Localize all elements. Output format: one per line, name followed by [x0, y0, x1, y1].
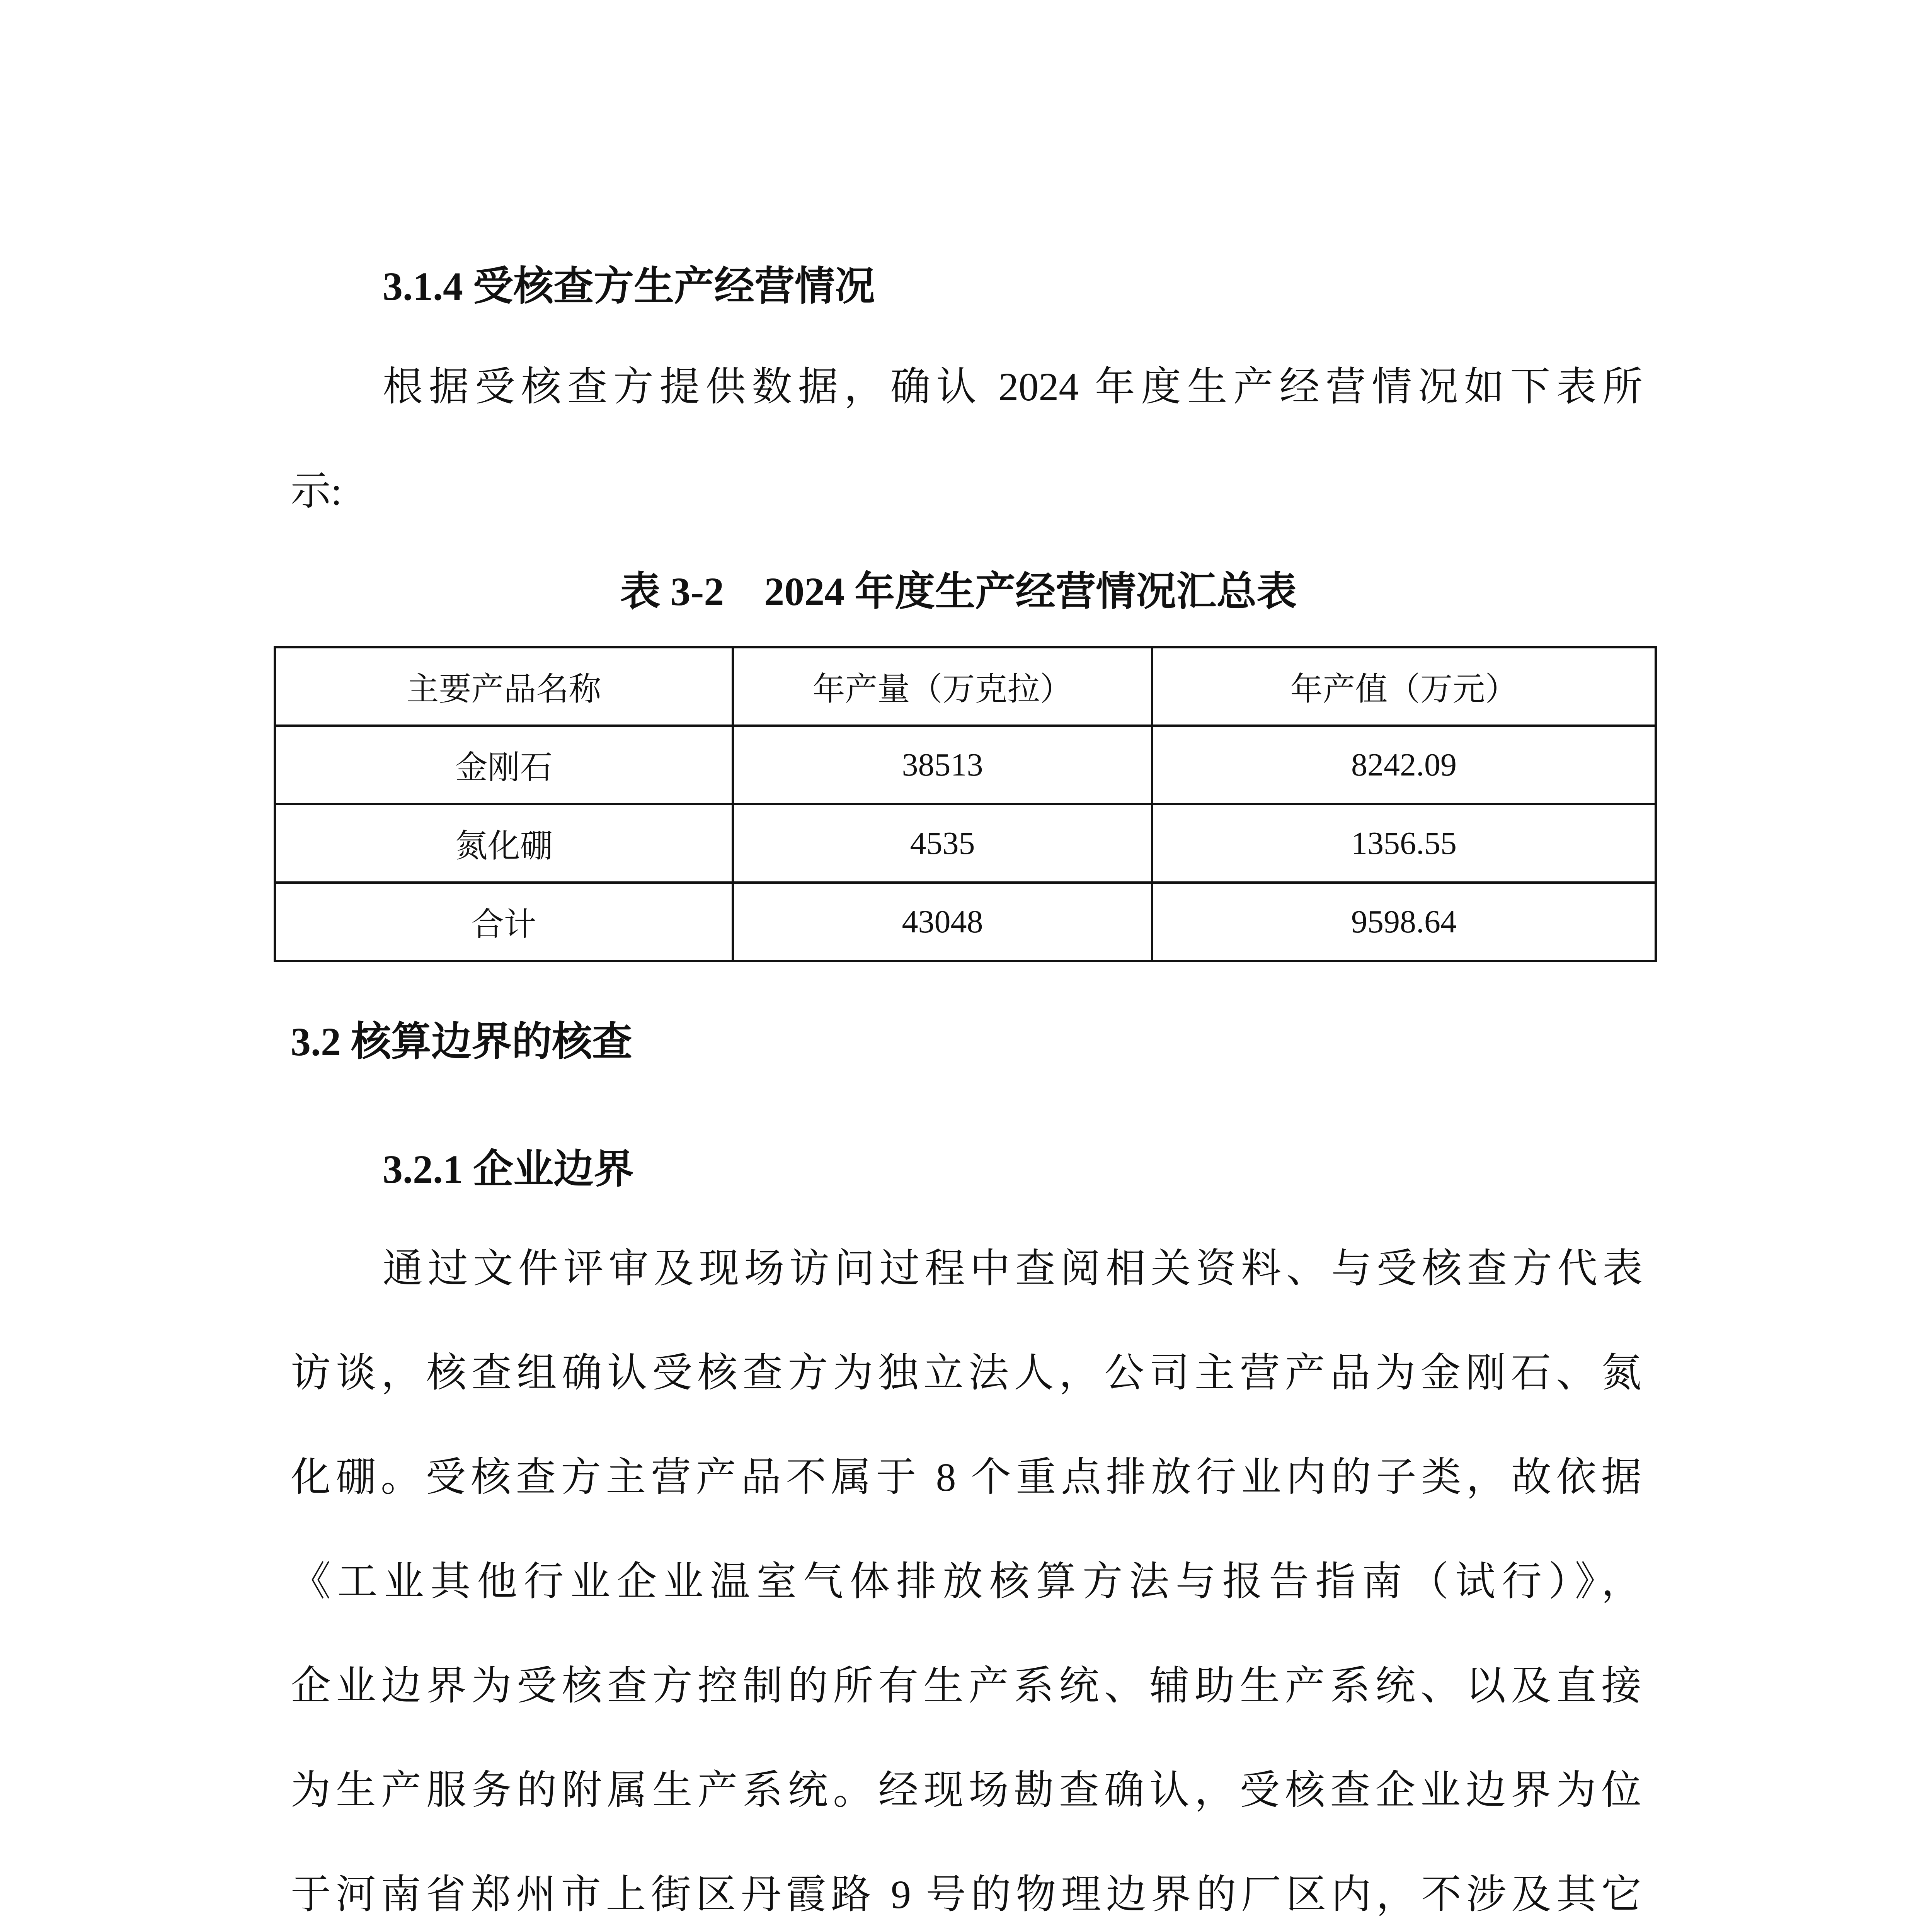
table-row: [275, 726, 1656, 804]
cell-product: 合计: [275, 883, 733, 961]
cell-output: 4535: [733, 804, 1152, 883]
section-3-2-1-heading: 3.2.1 企业边界: [383, 1147, 634, 1192]
paragraph1-line-6: 为生产服务的附属生产系统。经现场勘查确认，受核查企业边界为位: [291, 1768, 1641, 1813]
cell-output: 38513: [733, 726, 1152, 804]
paragraph1-line-1: 通过文件评审及现场访问过程中查阅相关资料、与受核查方代表: [383, 1247, 1643, 1291]
paragraph1-line-3: 化硼。受核查方主营产品不属于 8 个重点排放行业内的子类，故依据: [291, 1455, 1641, 1500]
cell-product: 氮化硼: [275, 804, 733, 883]
intro-line-2: 示:: [291, 469, 342, 514]
paragraph1-line-4: 《工业其他行业企业温室气体排放核算方法与报告指南（试行）》，: [291, 1560, 1641, 1604]
cell-value: 8242.09: [1152, 726, 1656, 804]
cell-value: 1356.55: [1152, 804, 1656, 883]
section-3-1-4-heading: 3.1.4 受核查方生产经营情况: [383, 264, 875, 309]
table-header-row: [275, 647, 1656, 726]
paragraph1-line-7: 于河南省郑州市上街区丹霞路 9 号的物理边界的厂区内，不涉及其它: [291, 1872, 1641, 1917]
paragraph1-line-5: 企业边界为受核查方控制的所有生产系统、辅助生产系统、以及直接: [291, 1664, 1641, 1708]
table-title: 表 3-2 2024 年度生产经营情况汇总表: [620, 570, 1297, 614]
table-row: [275, 804, 1656, 883]
header-product-name: 主要产品名称: [275, 647, 733, 726]
table-total-row: [275, 883, 1656, 961]
section-3-2-heading: 3.2 核算边界的核查: [291, 1020, 633, 1064]
header-annual-value: 年产值（万元）: [1152, 647, 1656, 726]
cell-output: 43048: [733, 883, 1152, 961]
cell-value: 9598.64: [1152, 883, 1656, 961]
header-annual-output: 年产量（万克拉）: [733, 647, 1152, 726]
cell-product: 金刚石: [275, 726, 733, 804]
intro-line-1: 根据受核查方提供数据，确认 2024 年度生产经营情况如下表所: [383, 365, 1643, 409]
paragraph1-line-2: 访谈，核查组确认受核查方为独立法人，公司主营产品为金刚石、氮: [291, 1351, 1641, 1395]
production-summary-table: [274, 646, 1657, 962]
